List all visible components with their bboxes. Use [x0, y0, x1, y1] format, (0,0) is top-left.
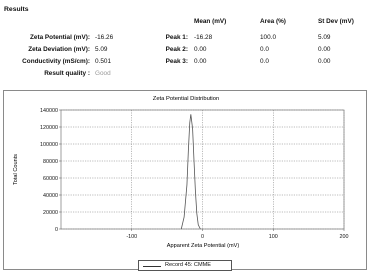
x-axis-label: Apparent Zeta Potential (mV)	[166, 243, 240, 249]
y-tick-label: 60000	[43, 176, 58, 182]
peak-3-area: 0.0	[260, 58, 269, 65]
zeta-distribution-chart	[3, 90, 367, 270]
x-tick-label: 100	[268, 234, 278, 240]
y-tick-label: 0	[55, 227, 58, 233]
result-quality-value: Good	[95, 70, 111, 77]
peak-1-mean: -16.28	[194, 34, 213, 41]
header-mean: Mean (mV)	[194, 18, 227, 25]
conductivity-label: Conductivity (mS/cm):	[22, 58, 90, 65]
y-tick-label: 120000	[40, 125, 58, 131]
series-layer	[181, 114, 200, 229]
peak-3-mean: 0.00	[194, 58, 207, 65]
zeta-potential-label: Zeta Potential (mV):	[29, 34, 90, 41]
x-tick-label: 0	[201, 234, 204, 240]
header-stdev: St Dev (mV)	[318, 18, 354, 25]
peak-1-label: Peak 1:	[165, 34, 188, 41]
y-axis-label: Total Counts	[13, 153, 19, 186]
chart-title: Zeta Potential Distribution	[152, 96, 220, 102]
grid-layer	[61, 110, 344, 229]
chart-svg	[4, 91, 368, 271]
peak-3-stdev: 0.00	[318, 58, 331, 65]
peak-2-label: Peak 2:	[165, 46, 188, 53]
x-tick-label: 200	[339, 234, 349, 240]
legend-line-swatch	[143, 266, 161, 267]
y-tick-label: 100000	[40, 142, 58, 148]
result-quality-label: Result quality :	[44, 70, 90, 77]
results-title: Results	[4, 6, 29, 13]
chart-legend	[138, 260, 232, 271]
legend-label: Record 45: CMME	[165, 262, 212, 268]
y-tick-label: 80000	[43, 159, 58, 165]
peak-1-stdev: 5.09	[318, 34, 331, 41]
peak-2-mean: 0.00	[194, 46, 207, 53]
x-tick-label: -100	[126, 234, 138, 240]
series-line	[181, 114, 200, 229]
peak-3-label: Peak 3:	[165, 58, 188, 65]
zeta-deviation-label: Zeta Deviation (mV):	[28, 46, 90, 53]
zeta-deviation-value: 5.09	[95, 46, 108, 53]
peak-2-stdev: 0.00	[318, 46, 331, 53]
y-tick-label: 40000	[43, 193, 58, 199]
zeta-potential-value: -16.26	[95, 34, 114, 41]
conductivity-value: 0.501	[95, 58, 111, 65]
y-tick-label: 140000	[40, 108, 58, 114]
peak-2-area: 0.0	[260, 46, 269, 53]
peak-1-area: 100.0	[260, 34, 276, 41]
header-area: Area (%)	[260, 18, 286, 25]
y-tick-label: 20000	[43, 210, 58, 216]
